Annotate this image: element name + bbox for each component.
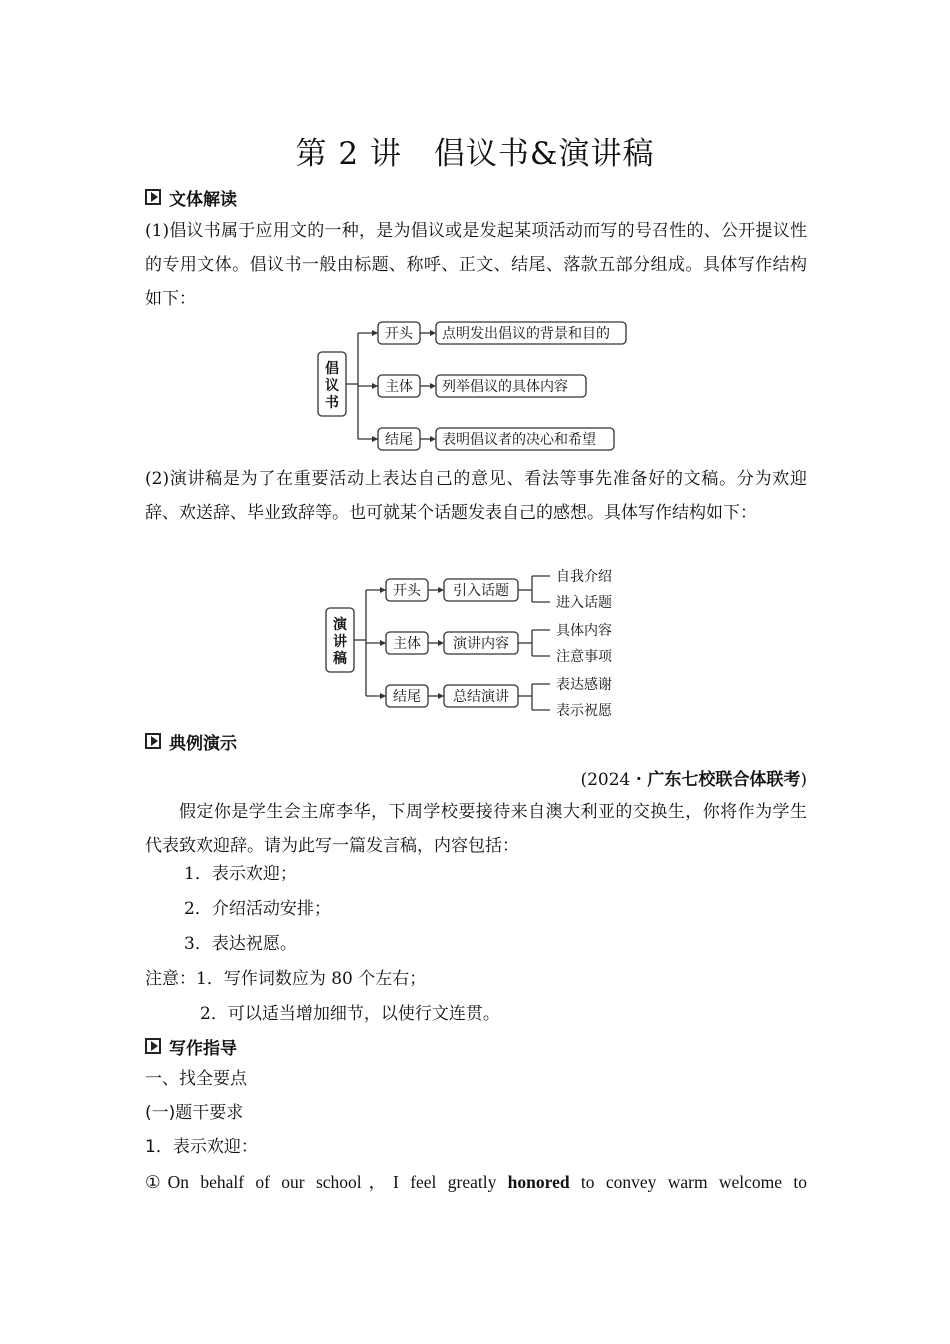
diagram2-part-label: 开头 <box>393 583 421 599</box>
diagram2-leaf-label: 进入话题 <box>556 595 612 611</box>
diagram2-content-label: 总结演讲 <box>453 689 509 705</box>
task-prompt: 假定你是学生会主席李华，下周学校要接待来自澳大利亚的交换生，你将作为学生代表致欢迎辞。请为此写一篇发言稿，内容包括： <box>145 802 807 856</box>
paragraph-proposal-intro: (1)倡议书属于应用文的一种，是为倡议或是发起某项活动而写的号召性的、公开提议性的专用文体。倡议书一般由标题、称呼、正文、结尾、落款五部分组成。具体写作结构如下： <box>145 221 807 309</box>
diagram1-content-label: 表明倡议者的决心和希望 <box>442 432 596 448</box>
subheading-welcome: 1．表示欢迎： <box>145 1137 258 1157</box>
proposal-structure-diagram <box>310 318 640 456</box>
diagram1-part-label: 开头 <box>385 326 413 342</box>
diagram2-leaf-label: 自我介绍 <box>556 569 612 585</box>
page-title: 第 2 讲 倡议书&演讲稿 <box>295 136 655 172</box>
diagram1-root-char: 倡 <box>325 361 339 377</box>
english-example-sentence <box>145 1170 807 1194</box>
task-item: 2．介绍活动安排； <box>184 899 331 919</box>
note-item: 1．写作词数应为 80 个左右； <box>196 969 427 989</box>
play-marker-icon <box>145 1038 161 1054</box>
section-heading-guidance <box>145 1035 237 1057</box>
diagram2-root-char: 演 <box>333 617 347 633</box>
exam-source <box>580 765 807 790</box>
diagram2-root-char: 稿 <box>333 651 347 667</box>
diagram2-leaf-label: 注意事项 <box>556 649 612 665</box>
diagram2-leaf-label: 表示祝愿 <box>556 703 612 719</box>
subheading-key-points: 一、找全要点 <box>145 1069 247 1089</box>
section-heading-example <box>145 730 237 752</box>
diagram2-part-label: 主体 <box>393 636 421 652</box>
diagram1-part-label: 主体 <box>385 379 413 395</box>
task-item: 3．表达祝愿。 <box>184 934 297 954</box>
subheading-requirements: (一)题干要求 <box>145 1103 244 1123</box>
section-heading-genre <box>145 186 237 208</box>
english-bold-word: honored <box>507 1172 570 1192</box>
diagram1-root-char: 书 <box>325 395 339 411</box>
diagram1-content-label: 点明发出倡议的背景和目的 <box>442 326 610 342</box>
diagram2-content-label: 引入话题 <box>453 583 509 599</box>
speech-structure-diagram <box>318 564 628 724</box>
paragraph-speech-intro: (2)演讲稿是为了在重要活动上表达自己的意见、看法等事先准备好的文稿。分为欢迎辞、欢送辞、毕业致辞等。也可就某个话题发表自己的感想。具体写作结构如下： <box>145 469 807 523</box>
source-year: (2024・ <box>580 770 648 790</box>
section-heading-label: 写作指导 <box>169 1038 237 1059</box>
diagram1-root-char: 议 <box>325 378 339 394</box>
source-name: 广东七校联合体联考 <box>647 770 801 790</box>
note-label: 注意： <box>145 969 196 989</box>
english-text: ①On behalf of our school，I feel greatly <box>145 1172 508 1192</box>
note-item: 2．可以适当增加细节，以使行文连贯。 <box>200 1004 500 1024</box>
diagram2-root-char: 讲 <box>333 634 347 650</box>
task-item: 1．表示欢迎； <box>184 864 297 884</box>
english-text: to convey warm welcome to <box>569 1172 807 1192</box>
diagram2-leaf-label: 具体内容 <box>556 623 612 639</box>
diagram1-content-label: 列举倡议的具体内容 <box>442 379 568 395</box>
source-close: ) <box>800 770 807 790</box>
section-heading-label: 典例演示 <box>169 733 237 754</box>
note-line <box>145 967 426 991</box>
play-marker-icon <box>145 733 161 749</box>
section-heading-label: 文体解读 <box>169 189 237 210</box>
play-marker-icon <box>145 189 161 205</box>
diagram2-content-label: 演讲内容 <box>453 636 509 652</box>
diagram2-leaf-label: 表达感谢 <box>556 677 612 693</box>
diagram1-part-label: 结尾 <box>385 432 413 448</box>
diagram2-part-label: 结尾 <box>393 689 421 705</box>
